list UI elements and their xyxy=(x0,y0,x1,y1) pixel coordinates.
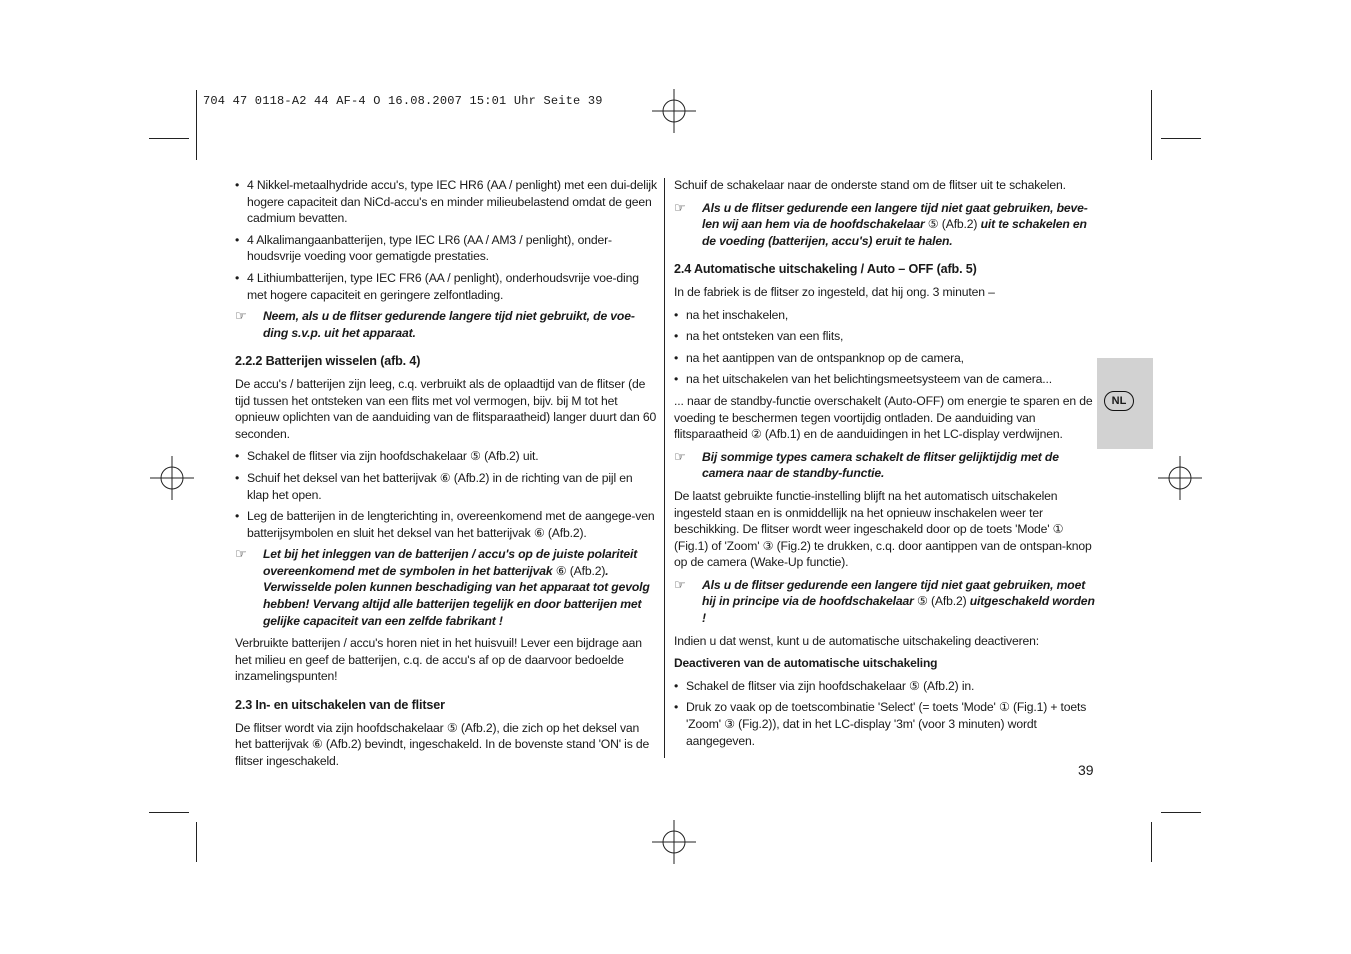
pointing-hand-icon: ☞ xyxy=(235,546,247,562)
registration-mark-icon xyxy=(652,820,696,864)
pointing-hand-icon: ☞ xyxy=(235,308,247,324)
crop-mark xyxy=(1151,90,1152,160)
list-item: • na het inschakelen, xyxy=(674,307,789,322)
crop-mark xyxy=(149,138,189,139)
bullet-icon: • xyxy=(674,307,679,322)
list-item: • 4 Nikkel-metaalhydride accu's, type IEC HR6 (AA / penlight) met een dui-delijk hogere capaciteit dan NiCd-accu's en minder milieubelastend omdat de geen cadmium bevatten. xyxy=(235,178,657,226)
column-divider xyxy=(664,178,665,758)
list-item: • Schakel de flitser via zijn hoofdschakelaar ⑤ (Afb.2) in. xyxy=(674,678,975,693)
paragraph: Schuif de schakelaar naar de onderste stand om de flitser uit te schakelen. xyxy=(674,178,1066,192)
note: ☞ Als u de flitser gedurende een langere tijd niet gaat gebruiken, moet hij in principe via de hoofdschakelaar ⑤ (Afb.2) uitgeschakeld worden ! xyxy=(674,576,1095,626)
bullet-icon: • xyxy=(235,449,240,464)
right-column xyxy=(674,177,1098,754)
language-badge: NL xyxy=(1104,391,1134,411)
paragraph: De laatst gebruikte functie-instelling blijft na het automatisch uitschakelen ingesteld staan en is onmiddellijk na het opnieuw inschakelen weer ter beschikking. De flitser wordt weer ingeschakeld door op de toets 'Mode' ① (Fig.1) of 'Zoom' ③ (Fig.2) te drukken, c.q. door aantippen van de ontspan-knop op de camera (Wake-Up functie). xyxy=(674,488,1092,570)
page-number: 39 xyxy=(1078,762,1094,778)
bullet-icon: • xyxy=(235,178,240,192)
bullet-icon: • xyxy=(674,678,679,693)
crop-mark xyxy=(1161,138,1201,139)
registration-mark-icon xyxy=(652,89,696,133)
bullet-icon: • xyxy=(674,350,679,365)
list-item: • Druk zo vaak op de toetscombinatie 'Select' (= toets 'Mode' ① (Fig.1) + toets 'Zoom' ③ (Fig.2)), dat in het LC-display '3m' (voor 3 minuten) wordt aangegeven. xyxy=(674,700,1087,748)
list-item: • 4 Lithiumbatterijen, type IEC FR6 (AA / penlight), onderhoudsvrije voe-ding met hogere capaciteit en geringere zelfontlading. xyxy=(235,270,639,302)
registration-mark-icon xyxy=(1158,456,1202,500)
crop-mark xyxy=(196,822,197,862)
bullet-icon: • xyxy=(235,509,240,524)
subheading: Deactiveren van de automatische uitschakeling xyxy=(674,656,938,671)
language-tab xyxy=(1097,358,1153,449)
pointing-hand-icon: ☞ xyxy=(674,448,686,464)
note: ☞ Als u de flitser gedurende een langere tijd niet gaat gebruiken, beve-len wij aan hem via de hoofdschakelaar ⑤ (Afb.2) uit te schakelen en de voeding (batterijen, accu's) eruit te halen. xyxy=(674,199,1088,248)
list-item: • 4 Alkalimangaanbatterijen, type IEC LR6 (AA / AM3 / penlight), onder-houdsvrije voeding voor gematigde prestaties. xyxy=(235,232,612,264)
left-column xyxy=(235,177,657,775)
note: ☞ Neem, als u de flitser gedurende langere tijd niet gebruikt, de voe-ding s.v.p. uit het apparaat. xyxy=(235,308,635,340)
section-heading: 2.2.2 Batterijen wisselen (afb. 4) xyxy=(235,354,421,369)
bullet-icon: • xyxy=(674,329,679,344)
crop-mark xyxy=(1151,822,1152,862)
bullet-icon: • xyxy=(235,470,240,485)
paragraph: Verbruikte batterijen / accu's horen niet in het huisvuil! Lever een bijdrage aan het milieu en geef de batterijen, c.q. de accu's af op de daarvoor bedoelde inzamelingspunten! xyxy=(235,636,642,684)
note: ☞ Bij sommige types camera schakelt de flitser gelijktijdig met de camera naar de standby-functie. xyxy=(674,448,1059,481)
paragraph: De flitser wordt via zijn hoofdschakelaar ⑤ (Afb.2), die zich op het deksel van het batterijvak ⑥ (Afb.2) bevindt, ingeschakeld. In de bovenste stand 'ON' is de flitser ingeschakeld. xyxy=(235,720,650,768)
paragraph: Indien u dat wenst, kunt u de automatische uitschakeling deactiveren: xyxy=(674,633,1039,648)
list-item: • Schakel de flitser via zijn hoofdschakelaar ⑤ (Afb.2) uit. xyxy=(235,449,539,464)
list-item: • na het ontsteken van een flits, xyxy=(674,329,844,344)
registration-mark-icon xyxy=(150,456,194,500)
note: ☞ Let bij het inleggen van de batterijen / accu's op de juiste polariteit overeenkomend met de symbolen in het batterijvak ⑥ (Afb.2). Verwisselde polen kunnen beschadiging van het apparaat tot gevolg hebben! Vervang altijd alle batterijen tegelijk en door batterijen met gelijke capaciteit van een zelfde fabrikant ! xyxy=(235,546,650,628)
crop-mark xyxy=(149,812,189,813)
section-heading: 2.3 In- en uitschakelen van de flitser xyxy=(235,698,445,713)
paragraph: In de fabriek is de flitser zo ingesteld, dat hij ong. 3 minuten – xyxy=(674,284,995,299)
list-item: • na het aantippen van de ontspanknop op de camera, xyxy=(674,350,964,365)
bullet-icon: • xyxy=(674,372,679,387)
paragraph: ... naar de standby-functie overschakelt (Auto-OFF) om energie te sparen en de voeding te beschermen tegen voortijdig ontladen. De aanduiding van flitsparaatheid ② (Afb.1) en de aanduidingen in het LC-display verdwijnen. xyxy=(674,393,1093,442)
pointing-hand-icon: ☞ xyxy=(674,199,686,215)
list-item: • Leg de batterijen in de lengterichting in, overeenkomend met de aangege-ven batterijsymbolen en sluit het deksel van het batterijvak ⑥ (Afb.2). xyxy=(235,509,655,540)
bullet-icon: • xyxy=(674,700,679,715)
pointing-hand-icon: ☞ xyxy=(674,576,686,592)
print-header: 704 47 0118-A2 44 AF-4 O 16.08.2007 15:01 Uhr Seite 39 xyxy=(203,94,603,108)
bullet-icon: • xyxy=(235,270,240,285)
paragraph: De accu's / batterijen zijn leeg, c.q. verbruikt als de oplaadtijd van de flitser (de tijd tussen het ontsteken van een flits met vol vermogen, bijv. bij M tot het opnieuw oplichten van de aanduiding van de flitsparaatheid) langer duurt dan 60 seconden. xyxy=(235,376,657,441)
list-item: • Schuif het deksel van het batterijvak ⑥ (Afb.2) in de richting van de pijl en klap het open. xyxy=(235,470,633,502)
list-item: • na het uitschakelen van het belichtingsmeetsysteem van de camera... xyxy=(674,372,1052,387)
bullet-icon: • xyxy=(235,232,240,247)
section-heading: 2.4 Automatische uitschakeling / Auto – OFF (afb. 5) xyxy=(674,262,977,277)
crop-mark xyxy=(196,90,197,160)
crop-mark xyxy=(1161,812,1201,813)
